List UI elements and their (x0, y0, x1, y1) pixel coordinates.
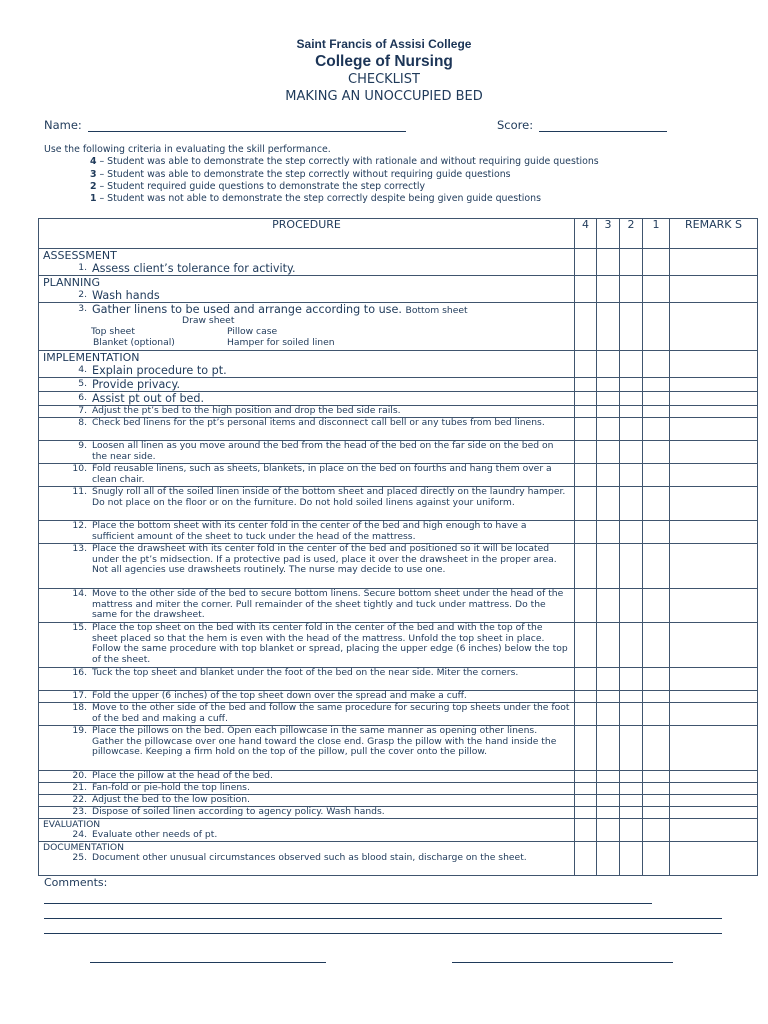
score-cell[interactable] (620, 807, 643, 819)
step-9: 9. Loosen all linen as you move around the bed from the head of the bed on the far side on the bed on the near side. (78, 440, 554, 462)
table-row (39, 819, 758, 842)
linen-list (39, 316, 574, 350)
remarks-cell[interactable] (670, 487, 758, 521)
table-row (39, 544, 758, 589)
score-cell[interactable] (597, 378, 620, 392)
score-cell[interactable] (597, 807, 620, 819)
score-cell[interactable] (597, 487, 620, 521)
score-cell[interactable] (597, 623, 620, 668)
score-cell[interactable] (597, 703, 620, 726)
score-cell[interactable] (620, 351, 643, 378)
score-cell[interactable] (620, 623, 643, 668)
table-row (39, 842, 758, 876)
step-2: 2. Wash hands (78, 289, 160, 302)
signature-line[interactable] (90, 961, 326, 963)
score-cell[interactable] (575, 795, 597, 807)
signature-line[interactable] (452, 961, 673, 963)
college-name: College of Nursing (315, 53, 453, 70)
score-cell[interactable] (597, 819, 620, 842)
step-1: 1. Assess client’s tolerance for activity. (78, 262, 296, 275)
score-cell[interactable] (620, 668, 643, 691)
score-cell[interactable] (643, 842, 670, 876)
score-cell[interactable] (597, 589, 620, 623)
score-cell[interactable] (597, 303, 620, 351)
document-type: CHECKLIST (348, 72, 420, 87)
table-row (39, 392, 758, 406)
score-cell[interactable] (643, 276, 670, 303)
remarks-cell[interactable] (670, 589, 758, 623)
score-cell[interactable] (575, 303, 597, 351)
score-cell[interactable] (597, 351, 620, 378)
score-cell[interactable] (575, 249, 597, 276)
score-cell[interactable] (643, 441, 670, 464)
score-cell[interactable] (643, 464, 670, 487)
table-row (39, 703, 758, 726)
linen-item: Draw sheet (182, 315, 235, 326)
score-1-header: 1 (643, 219, 670, 249)
score-cell[interactable] (597, 249, 620, 276)
document-header (0, 36, 768, 105)
score-cell[interactable] (620, 691, 643, 703)
name-label: Name: (44, 118, 82, 132)
score-cell[interactable] (597, 392, 620, 406)
score-field[interactable] (497, 118, 667, 132)
score-cell[interactable] (575, 783, 597, 795)
score-cell[interactable] (620, 703, 643, 726)
step-6: 6. Assist pt out of bed. (78, 392, 205, 405)
linen-item: Pillow case (227, 326, 278, 337)
score-label: Score: (497, 118, 534, 132)
score-cell[interactable] (620, 521, 643, 544)
remarks-cell[interactable] (670, 521, 758, 544)
score-cell[interactable] (575, 378, 597, 392)
step-20: 20. Place the pillow at the head of the bed. (72, 770, 273, 781)
table-row (39, 795, 758, 807)
table-row (39, 303, 758, 351)
remarks-cell[interactable] (670, 441, 758, 464)
step-7: 7. Adjust the pt’s bed to the high position and drop the bed side rails. (78, 405, 401, 416)
score-cell[interactable] (620, 544, 643, 589)
remarks-cell[interactable] (670, 726, 758, 771)
score-cell[interactable] (643, 303, 670, 351)
table-row (39, 249, 758, 276)
score-cell[interactable] (597, 795, 620, 807)
score-cell[interactable] (597, 783, 620, 795)
step-22: 22. Adjust the bed to the low position. (72, 794, 250, 805)
comment-line[interactable] (44, 902, 652, 904)
score-cell[interactable] (620, 464, 643, 487)
score-cell[interactable] (575, 703, 597, 726)
table-row (39, 691, 758, 703)
table-row (39, 521, 758, 544)
score-cell[interactable] (620, 406, 643, 418)
table-row (39, 771, 758, 783)
name-line[interactable] (88, 119, 406, 132)
score-cell[interactable] (575, 771, 597, 783)
score-cell[interactable] (643, 378, 670, 392)
table-row (39, 487, 758, 521)
step-25: 25. Document other unusual circumstances observed such as blood stain, discharge on the sheet. (72, 852, 527, 863)
score-cell[interactable] (620, 392, 643, 406)
remarks-cell[interactable] (670, 406, 758, 418)
score-cell[interactable] (620, 771, 643, 783)
name-field[interactable] (44, 118, 406, 132)
score-cell[interactable] (575, 406, 597, 418)
linen-item: Blanket (optional) (93, 337, 175, 348)
score-cell[interactable] (643, 487, 670, 521)
section-implementation: IMPLEMENTATION (43, 351, 140, 364)
step-4: 4. Explain procedure to pt. (78, 364, 227, 377)
score-4-header: 4 (575, 219, 597, 249)
score-cell[interactable] (643, 819, 670, 842)
table-row (39, 441, 758, 464)
remarks-cell[interactable] (670, 819, 758, 842)
linen-item: Top sheet (91, 326, 135, 337)
remarks-cell[interactable] (670, 771, 758, 783)
score-cell[interactable] (643, 351, 670, 378)
score-2-header: 2 (620, 219, 643, 249)
step-11: 11. Snugly roll all of the soiled linen inside of the bottom sheet and placed directly on the laundry hamper. Do not place on the floor or on the furniture. Do not hold soiled linens against your uniform. (72, 486, 566, 508)
score-cell[interactable] (597, 842, 620, 876)
step-19: 19. Place the pillows on the bed. Open each pillowcase in the same manner as opening other linens. Gather the pillowcase over one hand toward the close end. Grasp the pillow with the hand inside the pillowcase. Keeping a firm hold on the top of the pillow, pull the cover onto the pillow. (72, 725, 557, 758)
remarks-cell[interactable] (670, 392, 758, 406)
score-cell[interactable] (575, 418, 597, 441)
score-cell[interactable] (575, 544, 597, 589)
score-cell[interactable] (643, 807, 670, 819)
step-5: 5. Provide privacy. (78, 378, 181, 391)
score-cell[interactable] (643, 544, 670, 589)
remarks-cell[interactable] (670, 418, 758, 441)
score-cell[interactable] (597, 544, 620, 589)
remarks-cell[interactable] (670, 703, 758, 726)
remarks-cell[interactable] (670, 668, 758, 691)
score-cell[interactable] (620, 589, 643, 623)
criteria-level: 3 – Student was able to demonstrate the step correctly without requiring guide questions (90, 168, 511, 180)
remarks-cell[interactable] (670, 351, 758, 378)
score-cell[interactable] (620, 487, 643, 521)
table-row (39, 418, 758, 441)
remarks-cell[interactable] (670, 464, 758, 487)
score-cell[interactable] (643, 703, 670, 726)
linen-item: Hamper for soiled linen (227, 337, 335, 348)
score-cell[interactable] (643, 406, 670, 418)
score-cell[interactable] (575, 668, 597, 691)
score-cell[interactable] (620, 842, 643, 876)
table-row (39, 378, 758, 392)
step-12: 12. Place the bottom sheet with its center fold in the center of the bed and high enough to have a sufficient amount of the sheet to tuck under the head of the mattress. (72, 520, 527, 542)
table-row (39, 464, 758, 487)
score-cell[interactable] (597, 668, 620, 691)
remarks-header: REMARK S (670, 219, 758, 249)
score-cell[interactable] (575, 487, 597, 521)
score-cell[interactable] (620, 418, 643, 441)
score-cell[interactable] (620, 303, 643, 351)
score-cell[interactable] (597, 276, 620, 303)
remarks-cell[interactable] (670, 842, 758, 876)
score-cell[interactable] (620, 276, 643, 303)
remarks-cell[interactable] (670, 378, 758, 392)
procedure-header: PROCEDURE (39, 219, 575, 249)
table-header-row (39, 219, 758, 249)
criteria-intro: Use the following criteria in evaluating the skill performance. (44, 144, 331, 155)
section-assessment: ASSESSMENT (43, 249, 117, 262)
step-3: 3. Gather linens to be used and arrange according to use. Bottom sheet (78, 303, 468, 316)
score-cell[interactable] (597, 691, 620, 703)
criteria-level: 2 – Student required guide questions to demonstrate the step correctly (90, 180, 425, 192)
procedure-table (38, 218, 758, 876)
comment-line[interactable] (44, 917, 722, 919)
step-16: 16. Tuck the top sheet and blanket under the foot of the bed on the near side. Miter the corners. (72, 667, 519, 678)
document-title: MAKING AN UNOCCUPIED BED (285, 89, 483, 104)
score-cell[interactable] (643, 771, 670, 783)
step-23: 23. Dispose of soiled linen according to agency policy. Wash hands. (72, 806, 385, 817)
table-row (39, 668, 758, 691)
score-cell[interactable] (597, 418, 620, 441)
comments-label: Comments: (44, 876, 108, 889)
remarks-cell[interactable] (670, 276, 758, 303)
remarks-cell[interactable] (670, 249, 758, 276)
score-cell[interactable] (643, 783, 670, 795)
score-cell[interactable] (643, 589, 670, 623)
table-row (39, 807, 758, 819)
section-documentation: DOCUMENTATION (43, 842, 124, 853)
table-row (39, 351, 758, 378)
criteria-level: 1 – Student was not able to demonstrate the step correctly despite being given guide questions (90, 193, 541, 205)
section-evaluation: EVALUATION (43, 819, 101, 830)
score-cell[interactable] (575, 351, 597, 378)
score-cell[interactable] (575, 521, 597, 544)
table-row (39, 726, 758, 771)
score-cell[interactable] (643, 726, 670, 771)
score-cell[interactable] (575, 691, 597, 703)
score-cell[interactable] (620, 795, 643, 807)
score-cell[interactable] (643, 418, 670, 441)
score-cell[interactable] (597, 726, 620, 771)
score-cell[interactable] (575, 392, 597, 406)
score-cell[interactable] (575, 589, 597, 623)
section-planning: PLANNING (43, 276, 100, 289)
score-cell[interactable] (575, 807, 597, 819)
score-cell[interactable] (643, 795, 670, 807)
remarks-cell[interactable] (670, 807, 758, 819)
score-cell[interactable] (643, 521, 670, 544)
score-cell[interactable] (643, 623, 670, 668)
table-row (39, 406, 758, 418)
remarks-cell[interactable] (670, 783, 758, 795)
step-14: 14. Move to the other side of the bed to secure bottom linens. Secure bottom sheet under the head of the mattress and miter the corner. Pull remainder of the sheet tightly and tuck under mattress. Do the same for the drawsheet. (72, 588, 564, 621)
name-score-row (44, 118, 724, 136)
table-row (39, 589, 758, 623)
step-17: 17. Fold the upper (6 inches) of the top sheet down over the spread and make a cuff. (72, 690, 467, 701)
score-cell[interactable] (620, 783, 643, 795)
score-cell[interactable] (597, 521, 620, 544)
score-cell[interactable] (575, 623, 597, 668)
remarks-cell[interactable] (670, 795, 758, 807)
criteria-level: 4 – Student was able to demonstrate the step correctly with rationale and without requiring guide questions (90, 156, 599, 168)
score-cell[interactable] (575, 726, 597, 771)
step-24: 24. Evaluate other needs of pt. (72, 829, 218, 840)
criteria-block (44, 144, 599, 205)
score-cell[interactable] (575, 819, 597, 842)
score-cell[interactable] (643, 691, 670, 703)
remarks-cell[interactable] (670, 544, 758, 589)
score-cell[interactable] (643, 249, 670, 276)
score-cell[interactable] (620, 441, 643, 464)
step-18: 18. Move to the other side of the bed and follow the same procedure for securing top sheets under the foot of the bed and making a cuff. (72, 702, 570, 724)
score-cell[interactable] (575, 441, 597, 464)
score-3-header: 3 (597, 219, 620, 249)
remarks-cell[interactable] (670, 691, 758, 703)
score-line[interactable] (539, 119, 667, 132)
score-cell[interactable] (597, 441, 620, 464)
remarks-cell[interactable] (670, 623, 758, 668)
score-cell[interactable] (620, 726, 643, 771)
score-cell[interactable] (620, 378, 643, 392)
school-name: Saint Francis of Assisi College (296, 37, 472, 51)
score-cell[interactable] (597, 406, 620, 418)
score-cell[interactable] (597, 771, 620, 783)
score-cell[interactable] (575, 276, 597, 303)
remarks-cell[interactable] (670, 303, 758, 351)
table-row (39, 276, 758, 303)
score-cell[interactable] (575, 464, 597, 487)
step-13: 13. Place the drawsheet with its center fold in the center of the bed and positioned so it will be located under the pt’s midsection. If a protective pad is used, place it over the drawsheet in the proper area. Not all agencies use drawsheets routinely. The nurse may decide to use one. (72, 543, 557, 576)
step-8: 8. Check bed linens for the pt’s personal items and disconnect call bell or any tubes from bed linens. (78, 417, 545, 428)
table-row (39, 783, 758, 795)
score-cell[interactable] (575, 842, 597, 876)
score-cell[interactable] (620, 819, 643, 842)
step-10: 10. Fold reusable linens, such as sheets, blankets, in place on the bed on fourths and hang them over a clean chair. (72, 463, 552, 485)
score-cell[interactable] (620, 249, 643, 276)
score-cell[interactable] (643, 668, 670, 691)
score-cell[interactable] (597, 464, 620, 487)
step-21: 21. Fan-fold or pie-hold the top linens. (72, 782, 250, 793)
step-15: 15. Place the top sheet on the bed with its center fold in the center of the bed and with the top of the sheet placed so that the hem is even with the head of the mattress. Unfold the top sheet in place. Follow the same procedure with top blanket or spread, placing the upper edge (6 inches) below the top of the sheet. (72, 622, 568, 665)
score-cell[interactable] (643, 392, 670, 406)
comment-line[interactable] (44, 932, 722, 934)
table-row (39, 623, 758, 668)
